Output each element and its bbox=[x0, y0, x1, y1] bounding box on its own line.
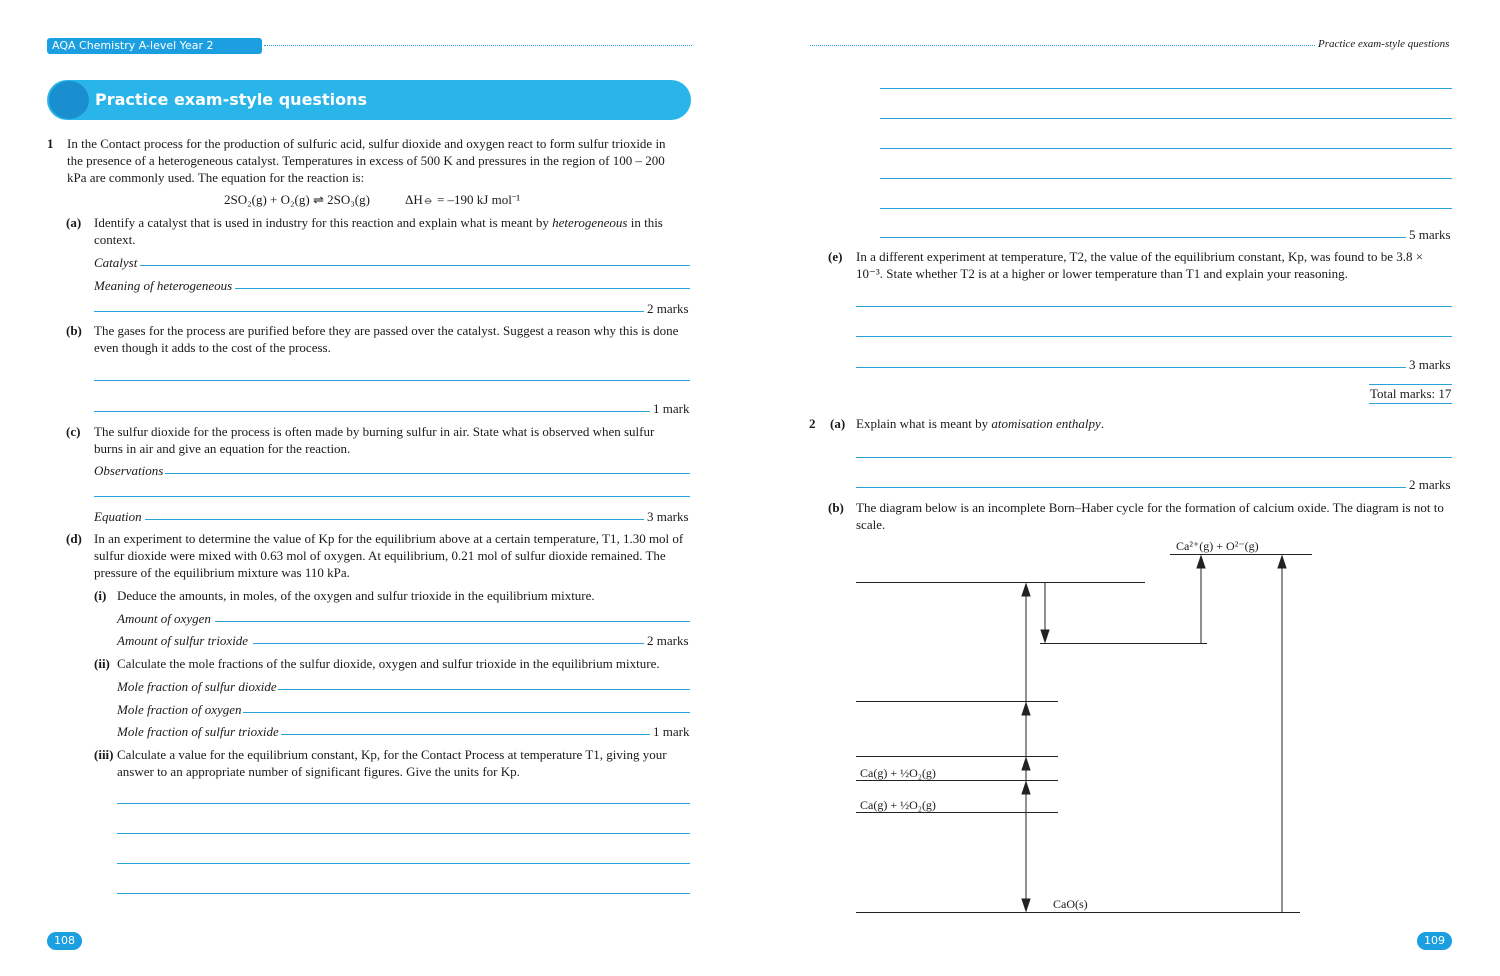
page-number: 109 bbox=[1424, 934, 1445, 947]
total-marks: Total marks: 17 bbox=[1370, 386, 1452, 401]
field-label: Meaning of heterogeneous bbox=[94, 278, 233, 293]
subpart-ii-text: Calculate the mole fractions of the sulfur dioxide, oxygen and sulfur trioxide in the equilibrium mixture. bbox=[117, 656, 660, 671]
marks-label: 2 marks bbox=[644, 300, 689, 317]
banner-title: Practice exam-style questions bbox=[95, 90, 367, 109]
field-label: Catalyst bbox=[94, 255, 138, 270]
page-number-badge bbox=[1417, 932, 1452, 950]
field-label: Observations bbox=[94, 463, 164, 478]
part-label: (a) bbox=[66, 215, 82, 230]
marks-label: 2 marks bbox=[644, 632, 689, 649]
q2-b-text: The diagram below is an incomplete Born–Haber cycle for the formation of calcium oxide. The diagram is not to scale. bbox=[856, 500, 1444, 532]
part-label: (c) bbox=[66, 424, 81, 439]
part-label: (d) bbox=[66, 531, 82, 546]
part-a-text-em: heterogeneous bbox=[552, 215, 628, 230]
field-label: Mole fraction of oxygen bbox=[117, 702, 242, 717]
subpart-i-text: Deduce the amounts, in moles, of the oxygen and sulfur trioxide in the equilibrium mixture. bbox=[117, 588, 595, 603]
subpart-label: (ii) bbox=[94, 656, 110, 671]
diagram-label-bottom: CaO(s) bbox=[1053, 897, 1088, 911]
diagram-label-level2: Ca(g) + ½O₂(g) bbox=[860, 798, 936, 812]
question-intro: In the Contact process for the production of sulfuric acid, sulfur dioxide and oxygen react to form sulfur trioxide in the presence of a heterogeneous catalyst. Temperatures in excess of 500 K and pressures in the region of 100 – 200 kPa are commonly used. The equation for the reaction is: bbox=[67, 136, 666, 185]
part-b-text: The gases for the process are purified before they are passed over the catalyst. Suggest a reason why this is done even though it adds to the cost of the process. bbox=[94, 323, 679, 355]
reaction-equation: 2SO₂(g) + O₂(g) ⇌ 2SO₃(g) bbox=[224, 192, 370, 207]
part-a-text-post: in this context. bbox=[94, 215, 663, 247]
field-label: Amount of oxygen bbox=[117, 611, 211, 626]
marks-label: 1 mark bbox=[650, 400, 689, 417]
q2-a-text-post: . bbox=[1100, 416, 1105, 431]
q2-a-text-em: atomisation enthalpy bbox=[991, 416, 1101, 431]
field-label: Equation bbox=[94, 509, 142, 524]
part-e-text: In a different experiment at temperature, T2, the value of the equilibrium constant, Kp, was found to be 3.8 × 10⁻³. State whether T2 is at a higher or lower temperature than T1 and explain your reasoning. bbox=[856, 249, 1424, 281]
diagram-label-level1: Ca(g) + ½O₂(g) bbox=[860, 766, 936, 780]
part-label: (a) bbox=[830, 416, 846, 431]
running-header: Practice exam-style questions bbox=[1318, 38, 1450, 50]
subpart-iii-text: Calculate a value for the equilibrium constant, Kp, for the Contact Process at temperature T1, giving your answer to an appropriate number of significant figures. Give the units for Kp. bbox=[117, 747, 667, 779]
part-label: (b) bbox=[828, 500, 844, 515]
marks-label: 5 marks bbox=[1406, 226, 1451, 243]
part-d-text: In an experiment to determine the value of Kp for the equilibrium above at a certain temperature, T1, 1.30 mol of sulfur dioxide were mixed with 0.63 mol of oxygen. At equilibrium, 0.21 mol of sulfur dioxide remained. The pressure of the equilibrium mixture was 110 kPa. bbox=[94, 531, 684, 580]
question-number: 2 bbox=[809, 416, 816, 431]
subpart-label: (i) bbox=[94, 588, 107, 603]
field-label: Mole fraction of sulfur trioxide bbox=[117, 724, 279, 739]
field-label: Amount of sulfur trioxide bbox=[117, 633, 249, 648]
page-number: 108 bbox=[54, 934, 75, 947]
part-label: (e) bbox=[828, 249, 843, 264]
marks-label: 2 marks bbox=[1406, 476, 1451, 493]
question-number: 1 bbox=[47, 136, 54, 151]
part-label: (b) bbox=[66, 323, 82, 338]
marks-label: 3 marks bbox=[644, 508, 689, 525]
part-a-text-pre: Identify a catalyst that is used in industry for this reaction and explain what is meant by bbox=[94, 215, 553, 230]
enthalpy-change: ΔH⦵ = –190 kJ mol⁻¹ bbox=[405, 192, 521, 207]
diagram-label-top: Ca²⁺(g) + O²⁻(g) bbox=[1176, 539, 1259, 553]
field-label: Mole fraction of sulfur dioxide bbox=[117, 679, 277, 694]
header-tab-label: AQA Chemistry A-level Year 2 bbox=[52, 39, 214, 52]
marks-label: 3 marks bbox=[1406, 356, 1451, 373]
marks-label: 1 mark bbox=[650, 723, 689, 740]
part-c-text: The sulfur dioxide for the process is often made by burning sulfur in air. State what is observed when sulfur burns in air and give an equation for the reaction. bbox=[94, 424, 655, 456]
q2-a-text-pre: Explain what is meant by bbox=[856, 416, 992, 431]
subpart-label: (iii) bbox=[94, 747, 114, 762]
